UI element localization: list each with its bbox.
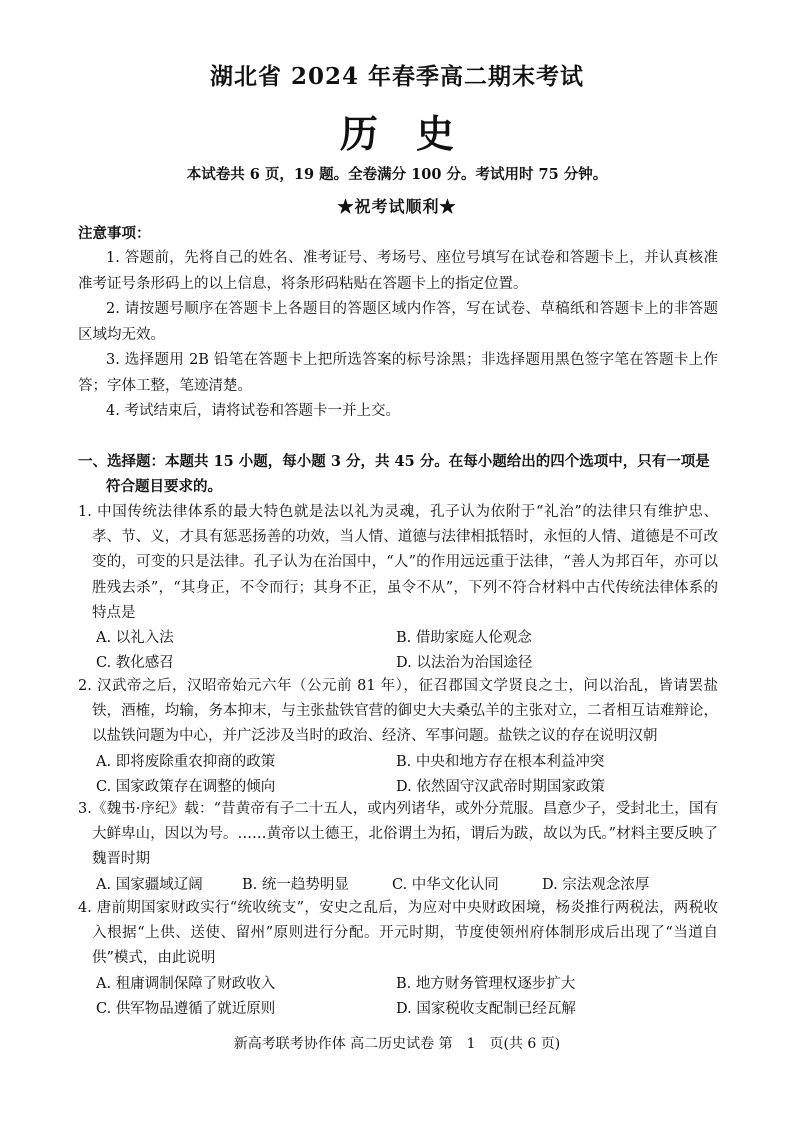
question-stem: 4. 唐前期国家财政实行“统收统支”，安史之乱后，为应对中央财政困境，杨炎推行两税法，两税收入根据“上供、送使、留州”原则进行分配。开元时期，节度使领州府体制形成后出现了“当道自供”模式，由此说明 bbox=[78, 900, 718, 967]
option-d: D. 国家税收支配制已经瓦解 bbox=[396, 1000, 576, 1017]
option-c: C. 供军物品遵循了就近原则 bbox=[96, 1000, 276, 1017]
section-heading-line2: 符合题目要求的。 bbox=[106, 478, 222, 495]
note-item: 2. 请按题号顺序在答题卡上各题目的答题区域内作答，写在试卷、草稿纸和答题卡上的非答题区域均无效。 bbox=[78, 301, 718, 343]
question-stem: 3.《魏书·序纪》载：“昔黄帝有子二十五人，或内列诸华，或外分荒服。昌意少子，受封北土，国有大鲜卑山，因以为号。……黄帝以土德王，北俗谓土为拓，谓后为跋，故以为氏。”材料主要反映了魏晋时期 bbox=[78, 801, 718, 868]
option-a: A. 租庸调制保障了财政收入 bbox=[96, 975, 276, 992]
option-b: B. 统一趋势明显 bbox=[242, 876, 349, 893]
option-a: A. 国家疆域辽阔 bbox=[96, 876, 203, 893]
option-d: D. 依然固守汉武帝时期国家政策 bbox=[396, 778, 605, 795]
question-options bbox=[78, 873, 718, 898]
question-options bbox=[78, 750, 718, 800]
exam-title: 湖北省 2024 年春季高二期末考试 bbox=[209, 63, 585, 90]
notes-heading: 注意事项： bbox=[78, 225, 151, 242]
note-item: 3. 选择题用 2B 铅笔在答题卡上把所选答案的标号涂黑；非选择题用黑色签字笔在答题卡上作答；字体工整，笔迹清楚。 bbox=[78, 352, 718, 394]
question-3 bbox=[78, 797, 718, 898]
section-heading-line1: 一、选择题：本题共 15 小题，每小题 3 分，共 45 分。在每小题给出的四个选项中，只有一项是 bbox=[78, 453, 710, 470]
question-options bbox=[78, 626, 718, 676]
note-item: 4. 考试结束后，请将试卷和答题卡一并上交。 bbox=[106, 403, 400, 419]
note-item: 1. 答题前，先将自己的姓名、准考证号、考场号、座位号填写在试卷和答题卡上，并认真核准准考证号条形码上的以上信息，将条形码粘贴在答题卡上的指定位置。 bbox=[78, 250, 718, 292]
question-stem: 2. 汉武帝之后，汉昭帝始元六年（公元前 81 年），征召郡国文学贤良之士，问以治乱，皆请罢盐铁，酒榷，均输，务本抑末，与主张盐铁官营的御史大夫桑弘羊的主张对立，二者相互诘难辩论，以盐铁问题为中心，并广泛涉及当时的政治、经济、军事问题。盐铁之议的存在说明汉朝 bbox=[78, 678, 718, 745]
option-b: B. 中央和地方存在根本利益冲突 bbox=[396, 753, 605, 770]
question-4 bbox=[78, 896, 718, 1022]
option-c: C. 国家政策存在调整的倾向 bbox=[96, 778, 276, 795]
option-b: B. 借助家庭人伦观念 bbox=[396, 630, 532, 647]
option-c: C. 中华文化认同 bbox=[392, 876, 499, 893]
question-2 bbox=[78, 674, 718, 800]
option-d: D. 以法治为治国途径 bbox=[396, 655, 533, 672]
question-options bbox=[78, 972, 718, 1022]
option-b: B. 地方财务管理权逐步扩大 bbox=[396, 975, 576, 992]
option-d: D. 宗法观念浓厚 bbox=[542, 876, 650, 893]
page-footer: 新高考联考协作体 高二历史试卷 第 1 页(共 6 页) bbox=[233, 1036, 561, 1052]
notes-list bbox=[78, 246, 718, 425]
good-luck-banner: ★祝考试顺利★ bbox=[337, 197, 457, 216]
exam-info: 本试卷共 6 页，19 题。全卷满分 100 分。考试用时 75 分钟。 bbox=[186, 166, 608, 183]
option-a: A. 以礼入法 bbox=[96, 630, 174, 647]
option-c: C. 教化感召 bbox=[96, 655, 174, 672]
subject-title: 历 史 bbox=[339, 111, 454, 156]
question-1 bbox=[78, 500, 718, 676]
section-heading bbox=[78, 449, 718, 499]
question-stem: 1. 中国传统法律体系的最大特色就是法以礼为灵魂，孔子认为依附于“礼治”的法律只有维护忠、孝、节、义，才具有惩恶扬善的功效，当人情、道德与法律相抵牾时，永恒的人情、道德是不可改变的，可变的只是法律。孔子认为在治国中，“人”的作用远远重于法律，“善人为邦百年，亦可以胜残去杀”，“其身正，不令而行；其身不正，虽令不从”，下列不符合材料中古代传统法律体系的特点是 bbox=[78, 504, 718, 621]
option-a: A. 即将废除重农抑商的政策 bbox=[96, 753, 276, 770]
